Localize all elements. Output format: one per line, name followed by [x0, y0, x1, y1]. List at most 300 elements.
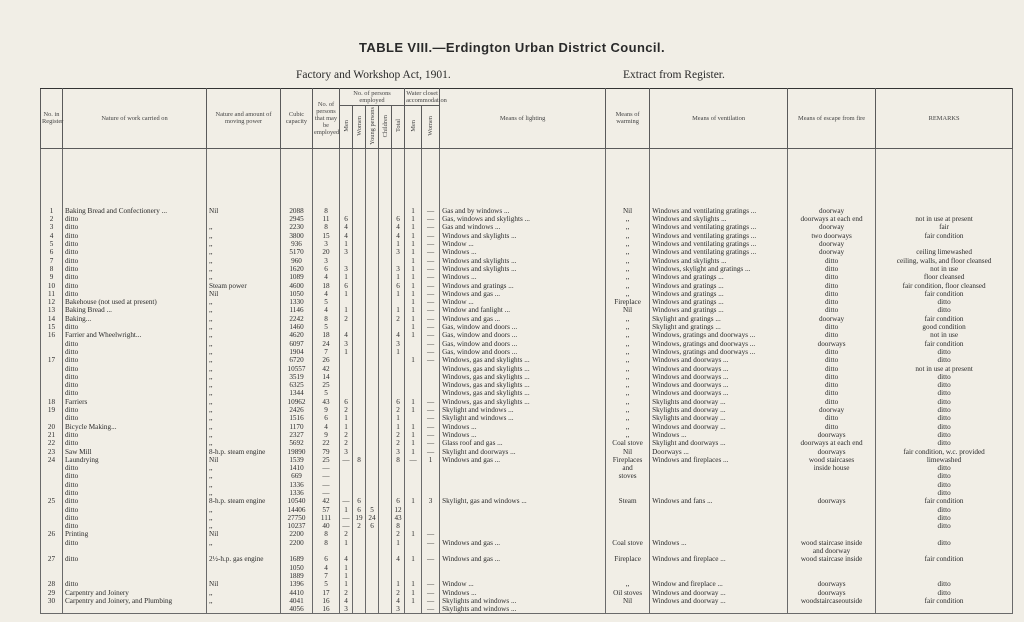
cell-lighting [440, 472, 606, 480]
cell-young [366, 348, 379, 356]
cell-women [353, 564, 366, 572]
cell-work: ditto [63, 481, 207, 489]
cell-total: 43 [392, 514, 405, 522]
cell-lighting: Windows ... [440, 589, 606, 597]
cell-women: 6 [353, 506, 366, 514]
cell-ventilation: Windows and ventilating gratings ... [650, 240, 788, 248]
cell-no [41, 514, 63, 522]
cell-lighting: Windows, gas and skylights ... [440, 356, 606, 364]
cell-warming: ,, [606, 431, 650, 439]
cell-ventilation: Windows and gratings ... [650, 306, 788, 314]
cell-women [353, 257, 366, 265]
cell-power: ,, [207, 414, 281, 422]
cell-no [41, 547, 63, 555]
cell-wcm [405, 348, 422, 356]
cell-work: ditto [63, 248, 207, 256]
cell-women [353, 439, 366, 447]
cell-no: 12 [41, 298, 63, 306]
cell-children [379, 406, 392, 414]
cell-wcm: 1 [405, 589, 422, 597]
cell-ventilation: Windows ... [650, 539, 788, 547]
cell-lighting: Windows and gas ... [440, 539, 606, 547]
cell-power: Nil [207, 456, 281, 464]
cell-work [63, 605, 207, 614]
cell-lighting: Gas and by windows ... [440, 148, 606, 215]
cell-escape: doorways [788, 448, 876, 456]
cell-escape: ditto [788, 298, 876, 306]
cell-total: 2 [392, 406, 405, 414]
header-no: No. in Register [41, 89, 63, 149]
cell-total: 3 [392, 448, 405, 456]
cell-wcm [405, 489, 422, 497]
cell-power: ,, [207, 381, 281, 389]
table-row [41, 539, 1013, 547]
cell-wcw [422, 514, 440, 522]
header-ventilation: Means of ventilation [650, 89, 788, 149]
cell-wcm [405, 373, 422, 381]
cell-cubic: 1336 [281, 489, 313, 497]
cell-young [366, 290, 379, 298]
cell-escape: ditto [788, 306, 876, 314]
cell-children [379, 340, 392, 348]
cell-men [340, 356, 353, 364]
table-row [41, 514, 1013, 522]
cell-persons: 5 [313, 580, 340, 588]
cell-children [379, 215, 392, 223]
cell-men: 1 [340, 414, 353, 422]
cell-ventilation: Windows and doorway ... [650, 597, 788, 605]
cell-women [353, 381, 366, 389]
cell-women [353, 356, 366, 364]
cell-total [392, 373, 405, 381]
cell-cubic: 5170 [281, 248, 313, 256]
cell-power: Nil [207, 580, 281, 588]
table-row [41, 389, 1013, 397]
cell-women [353, 547, 366, 555]
cell-women [353, 331, 366, 339]
cell-remarks [876, 240, 1013, 248]
cell-work: ditto [63, 265, 207, 273]
cell-power: 8-h.p. steam engine [207, 497, 281, 505]
cell-women [353, 240, 366, 248]
cell-work: ditto [63, 282, 207, 290]
cell-power: ,, [207, 514, 281, 522]
cell-total: 2 [392, 530, 405, 538]
cell-no: 16 [41, 331, 63, 339]
cell-young [366, 589, 379, 597]
cell-young [366, 431, 379, 439]
cell-women [353, 315, 366, 323]
cell-no [41, 340, 63, 348]
cell-wcw [422, 564, 440, 572]
header-escape: Means of escape from fire [788, 89, 876, 149]
cell-wcm: 1 [405, 298, 422, 306]
cell-children [379, 315, 392, 323]
cell-cubic: 1050 [281, 290, 313, 298]
cell-no [41, 365, 63, 373]
cell-power [207, 572, 281, 580]
cell-warming: Coal stove [606, 539, 650, 547]
cell-cubic: 4410 [281, 589, 313, 597]
cell-cubic: 10540 [281, 497, 313, 505]
header-lighting: Means of lighting [440, 89, 606, 149]
cell-warming: ,, [606, 282, 650, 290]
cell-remarks: not in use [876, 331, 1013, 339]
cell-cubic: 1396 [281, 580, 313, 588]
cell-remarks [876, 605, 1013, 614]
table-row [41, 547, 1013, 555]
cell-work: ditto [63, 431, 207, 439]
cell-work: ditto [63, 232, 207, 240]
cell-lighting: Windows and skylights ... [440, 257, 606, 265]
cell-children [379, 398, 392, 406]
cell-total: 4 [392, 555, 405, 563]
cell-no: 4 [41, 232, 63, 240]
cell-women [353, 414, 366, 422]
cell-wcm: 1 [405, 497, 422, 505]
cell-total: 2 [392, 439, 405, 447]
cell-remarks: ceiling limewashed [876, 248, 1013, 256]
cell-cubic: 2242 [281, 315, 313, 323]
cell-men: 3 [340, 340, 353, 348]
cell-work: Farriers [63, 398, 207, 406]
cell-lighting [440, 464, 606, 472]
cell-men: 2 [340, 406, 353, 414]
cell-work: Laundrying [63, 456, 207, 464]
cell-women [353, 398, 366, 406]
cell-work: ditto [63, 389, 207, 397]
cell-total [392, 389, 405, 397]
cell-power: ,, [207, 398, 281, 406]
cell-no: 22 [41, 439, 63, 447]
cell-remarks: ditto [876, 306, 1013, 314]
cell-men [340, 481, 353, 489]
cell-young [366, 340, 379, 348]
cell-power: ,, [207, 273, 281, 281]
table-row [41, 340, 1013, 348]
cell-men [340, 472, 353, 480]
cell-no: 7 [41, 257, 63, 265]
cell-men: 3 [340, 248, 353, 256]
cell-wcm: 1 [405, 431, 422, 439]
cell-no [41, 539, 63, 547]
cell-power: ,, [207, 589, 281, 597]
header-power: Nature and amount of moving power [207, 89, 281, 149]
table-row [41, 298, 1013, 306]
cell-persons: 9 [313, 431, 340, 439]
cell-ventilation: Skylights and doorway ... [650, 406, 788, 414]
cell-young [366, 530, 379, 538]
cell-remarks: fair condition [876, 497, 1013, 505]
cell-ventilation: Doorways ... [650, 448, 788, 456]
cell-no: 24 [41, 456, 63, 464]
cell-remarks: ditto [876, 539, 1013, 547]
cell-no [41, 605, 63, 614]
header-warming: Means of warming [606, 89, 650, 149]
table-row [41, 215, 1013, 223]
cell-no: 18 [41, 398, 63, 406]
cell-cubic: 6325 [281, 381, 313, 389]
cell-work: Baking... [63, 315, 207, 323]
cell-remarks: fair condition [876, 232, 1013, 240]
table-row [41, 273, 1013, 281]
cell-young [366, 356, 379, 364]
cell-ventilation: Skylights and doorway ... [650, 398, 788, 406]
cell-young [366, 456, 379, 464]
cell-persons: 4 [313, 564, 340, 572]
cell-cubic: 1170 [281, 423, 313, 431]
cell-persons: 25 [313, 381, 340, 389]
cell-men: 1 [340, 273, 353, 281]
table-row [41, 365, 1013, 373]
cell-warming: ,, [606, 265, 650, 273]
table-row [41, 497, 1013, 505]
cell-lighting: Gas, window and doors ... [440, 348, 606, 356]
cell-wcm: 1 [405, 248, 422, 256]
cell-warming [606, 530, 650, 538]
cell-wcm: — [405, 456, 422, 464]
cell-cubic: 1330 [281, 298, 313, 306]
cell-young [366, 597, 379, 605]
table-row [41, 580, 1013, 588]
cell-remarks [876, 564, 1013, 572]
cell-work: ditto [63, 240, 207, 248]
cell-wcw: — [422, 589, 440, 597]
cell-power: ,, [207, 597, 281, 605]
cell-ventilation: Skylight and gratings ... [650, 315, 788, 323]
cell-children [379, 555, 392, 563]
cell-wcm: 1 [405, 398, 422, 406]
cell-persons: 4 [313, 423, 340, 431]
cell-lighting: Gas, window and doors ... [440, 331, 606, 339]
cell-ventilation: Skylight and doorways ... [650, 439, 788, 447]
cell-escape: ditto [788, 348, 876, 356]
cell-wcw [422, 481, 440, 489]
cell-persons: 42 [313, 365, 340, 373]
table-row [41, 348, 1013, 356]
cell-lighting: Skylights and windows ... [440, 605, 606, 614]
cell-wcw: — [422, 539, 440, 547]
cell-children [379, 572, 392, 580]
cell-ventilation: Windows, gratings and doorways ... [650, 340, 788, 348]
cell-children [379, 240, 392, 248]
cell-total: 1 [392, 423, 405, 431]
cell-escape: doorways [788, 589, 876, 597]
cell-persons: 20 [313, 248, 340, 256]
cell-lighting: Skylight, gas and windows ... [440, 497, 606, 505]
cell-children [379, 148, 392, 215]
cell-power: ,, [207, 248, 281, 256]
cell-lighting: Window ... [440, 298, 606, 306]
cell-women [353, 389, 366, 397]
cell-escape: inside house [788, 464, 876, 472]
cell-power: ,, [207, 365, 281, 373]
cell-lighting: Windows and gas ... [440, 290, 606, 298]
cell-work: ditto [63, 223, 207, 231]
table-row [41, 439, 1013, 447]
cell-men: 1 [340, 572, 353, 580]
cell-no: 9 [41, 273, 63, 281]
cell-men [340, 489, 353, 497]
cell-ventilation [650, 522, 788, 530]
cell-remarks: floor cleansed [876, 273, 1013, 281]
cell-work: ditto [63, 373, 207, 381]
cell-ventilation [650, 564, 788, 572]
cell-escape: and doorway [788, 547, 876, 555]
cell-young [366, 373, 379, 381]
cell-women [353, 539, 366, 547]
cell-total: 4 [392, 597, 405, 605]
cell-no: 1 [41, 148, 63, 215]
cell-women [353, 597, 366, 605]
cell-wcm [405, 381, 422, 389]
cell-men: 6 [340, 215, 353, 223]
cell-no: 13 [41, 306, 63, 314]
cell-children [379, 448, 392, 456]
cell-warming: ,, [606, 331, 650, 339]
cell-ventilation [650, 489, 788, 497]
cell-children [379, 439, 392, 447]
cell-children [379, 597, 392, 605]
cell-women: 6 [353, 497, 366, 505]
cell-warming: ,, [606, 323, 650, 331]
cell-remarks: good condition [876, 323, 1013, 331]
cell-warming [606, 506, 650, 514]
cell-persons: 8 [313, 223, 340, 231]
cell-men [340, 381, 353, 389]
cell-total: 4 [392, 223, 405, 231]
cell-no: 23 [41, 448, 63, 456]
cell-ventilation: Windows and ventilating gratings ... [650, 232, 788, 240]
cell-ventilation: Windows, gratings and doorways ... [650, 348, 788, 356]
cell-children [379, 348, 392, 356]
cell-power: ,, [207, 232, 281, 240]
cell-wcm: 1 [405, 215, 422, 223]
cell-escape: ditto [788, 257, 876, 265]
cell-cubic: 1539 [281, 456, 313, 464]
cell-young [366, 389, 379, 397]
cell-wcw: — [422, 240, 440, 248]
cell-cubic: 6097 [281, 340, 313, 348]
cell-no: 21 [41, 431, 63, 439]
cell-power: ,, [207, 306, 281, 314]
cell-wcm: 1 [405, 315, 422, 323]
cell-escape [788, 522, 876, 530]
cell-young [366, 497, 379, 505]
cell-ventilation: Windows, gratings and doorways ... [650, 331, 788, 339]
cell-cubic: 1620 [281, 265, 313, 273]
cell-total [392, 481, 405, 489]
cell-young [366, 555, 379, 563]
cell-women [353, 530, 366, 538]
cell-lighting [440, 564, 606, 572]
cell-power: ,, [207, 539, 281, 547]
cell-men: — [340, 514, 353, 522]
cell-men: 4 [340, 597, 353, 605]
cell-warming: Steam [606, 497, 650, 505]
cell-persons: 4 [313, 290, 340, 298]
cell-men: 1 [340, 306, 353, 314]
cell-warming: Nil [606, 597, 650, 605]
cell-escape: ditto [788, 265, 876, 273]
cell-work: ditto [63, 522, 207, 530]
cell-remarks [876, 547, 1013, 555]
cell-children [379, 306, 392, 314]
cell-warming [606, 605, 650, 614]
cell-work: ditto [63, 356, 207, 364]
cell-escape: doorways [788, 431, 876, 439]
cell-cubic: 1904 [281, 348, 313, 356]
cell-warming: ,, [606, 356, 650, 364]
cell-cubic: 2088 [281, 148, 313, 215]
cell-total [392, 547, 405, 555]
cell-power [207, 605, 281, 614]
cell-remarks: fair condition [876, 290, 1013, 298]
table-row [41, 589, 1013, 597]
cell-women [353, 464, 366, 472]
cell-escape: ditto [788, 273, 876, 281]
cell-women [353, 365, 366, 373]
cell-children [379, 589, 392, 597]
table-row [41, 456, 1013, 464]
cell-women [353, 323, 366, 331]
cell-young [366, 273, 379, 281]
cell-cubic: 1344 [281, 389, 313, 397]
cell-total: 6 [392, 215, 405, 223]
cell-wcm: 1 [405, 240, 422, 248]
cell-wcw: — [422, 398, 440, 406]
cell-work: ditto [63, 489, 207, 497]
cell-wcm: 1 [405, 273, 422, 281]
cell-total [392, 464, 405, 472]
cell-cubic: 10237 [281, 522, 313, 530]
cell-wcw [422, 572, 440, 580]
cell-children [379, 472, 392, 480]
cell-total [392, 564, 405, 572]
cell-remarks: ditto [876, 414, 1013, 422]
cell-cubic: 4620 [281, 331, 313, 339]
cell-ventilation [650, 572, 788, 580]
cell-no: 26 [41, 530, 63, 538]
cell-cubic: 2327 [281, 431, 313, 439]
cell-power: ,, [207, 423, 281, 431]
cell-remarks: ditto [876, 406, 1013, 414]
cell-escape [788, 530, 876, 538]
cell-wcw: — [422, 290, 440, 298]
cell-no: 30 [41, 597, 63, 605]
cell-escape: wood staircase inside [788, 539, 876, 547]
cell-wcw: — [422, 340, 440, 348]
cell-wcm [405, 472, 422, 480]
cell-ventilation: Windows and gratings ... [650, 298, 788, 306]
cell-women: 2 [353, 522, 366, 530]
cell-women [353, 431, 366, 439]
cell-ventilation: Windows and fireplaces ... [650, 456, 788, 464]
cell-children [379, 506, 392, 514]
cell-persons: — [313, 464, 340, 472]
cell-children [379, 265, 392, 273]
cell-men: 1 [340, 348, 353, 356]
cell-wcw: — [422, 448, 440, 456]
cell-power: ,, [207, 356, 281, 364]
cell-work: ditto [63, 439, 207, 447]
cell-remarks: fair condition [876, 597, 1013, 605]
cell-escape: ditto [788, 423, 876, 431]
cell-remarks: not in use at present [876, 365, 1013, 373]
cell-young [366, 539, 379, 547]
cell-young [366, 489, 379, 497]
cell-wcm: 1 [405, 530, 422, 538]
